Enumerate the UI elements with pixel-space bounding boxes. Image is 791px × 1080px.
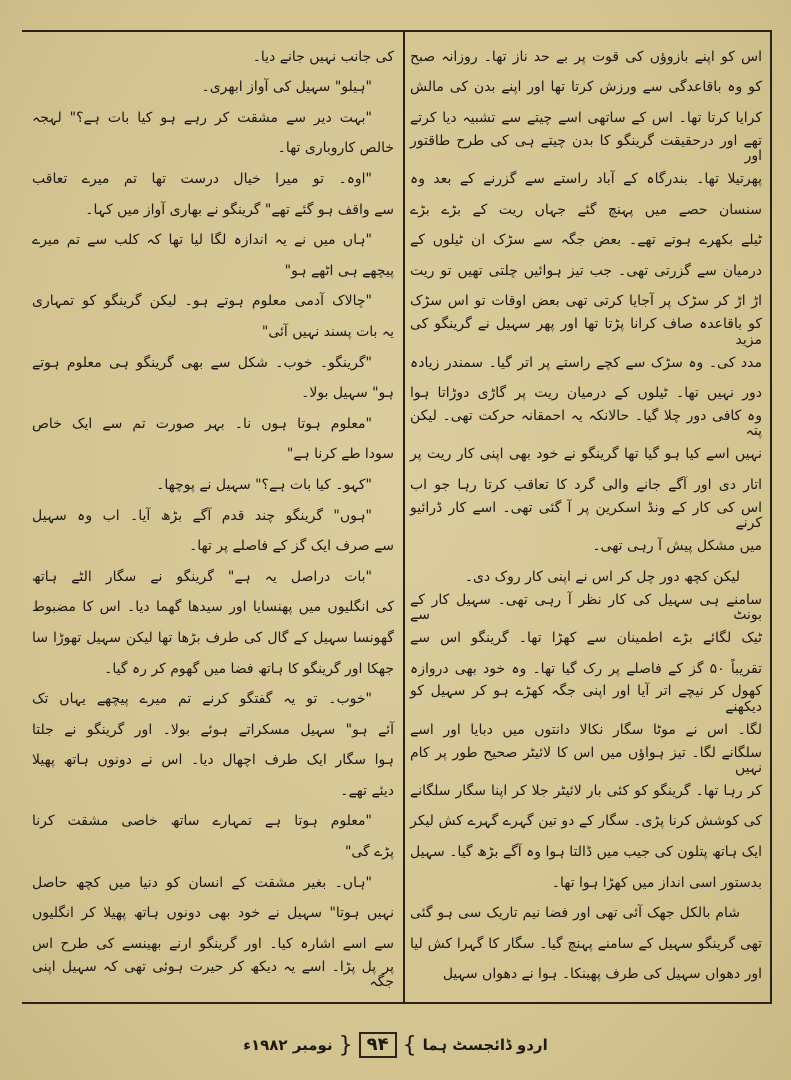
magazine-name: اردو ڈائجسٹ ہما — [422, 1036, 548, 1054]
text-line: دیئے تھے۔ — [340, 782, 394, 799]
left-text-column — [32, 42, 394, 990]
text-line: ٹیک لگائے بڑے اطمینان سے کھڑا تھا۔ گرینگو اس سے — [410, 629, 762, 646]
text-line: کی انگلیوں میں پھنسایا اور سیدھا گھما دیا۔ اس کا مضبوط — [32, 599, 394, 616]
text-line: پھرتیلا تھا۔ بندرگاہ کے آباد راستے سے گزرنے کے بعد وہ — [410, 171, 762, 188]
text-line: "بات دراصل یہ ہے" گرینگو نے سگار الٹے ہاتھ — [32, 568, 372, 585]
text-line: اڑ اڑ کر سڑک پر آجایا کرتی تھی بعض اوقات تو اس سڑک — [410, 293, 762, 310]
text-line: ہوا سگار ایک طرف اچھال دیا۔ اس نے دونوں ہاتھ پھیلا — [32, 752, 394, 769]
text-line: پر پل پڑا۔ اسے یہ دیکھ کر حیرت ہوئی تھی کہ سہیل اپنی جگہ — [32, 958, 394, 991]
text-line: سے واقف ہو گئے تھے" گرینگو نے بھاری آواز میں کہا۔ — [85, 201, 394, 218]
text-line: میں مشکل پیش آ رہی تھی۔ — [592, 538, 762, 555]
text-line: شام بالکل جھک آئی تھی اور فضا نیم تاریک سی ہو گئی — [410, 905, 740, 922]
text-line: خالص کاروباری تھا۔ — [277, 140, 394, 157]
text-line: "ہیلو" سہیل کی آواز ابھری۔ — [201, 79, 372, 96]
brace-open: } — [402, 1032, 417, 1058]
right-text-column — [410, 42, 762, 990]
text-line: اتار دی اور آگے جانے والی گرد کا تعاقب کرتا رہا جو اب — [410, 476, 762, 493]
text-line: تھی گرینگو سہیل کے سامنے پہنچ گیا۔ سگار کا گہرا کش لیا — [410, 935, 762, 952]
text-line: "چالاک آدمی معلوم ہوتے ہو۔ لیکن گرینگو کو تمہاری — [32, 293, 372, 310]
text-line: "اوہ۔ تو میرا خیال درست تھا تم میرے تعاقب — [32, 171, 372, 188]
brace-close: { — [338, 1032, 353, 1058]
text-line: ایک ہاتھ پتلون کی جیب میں ڈالتا ہوا وہ آگے بڑھ گیا۔ سہیل — [410, 844, 762, 861]
text-line: نہیں ہوتا" سہیل نے خود بھی دونوں ہاتھ پھیلا کر انگلیوں — [32, 905, 394, 922]
text-line: کر رہا تھا۔ گرینگو کو کئی بار لائیٹر جلا کر اپنا سگار سلگانے — [410, 782, 762, 799]
text-line: نہیں اسے کیا ہو گیا تھا گرینگو نے خود بھی اپنی کار ریت پر — [410, 446, 762, 463]
text-line: پیچھے ہی اٹھے ہو" — [284, 262, 394, 279]
text-line: سامنے ہی سہیل کی کار نظر آ رہی تھی۔ سہیل کار کے بونٹ سے — [410, 591, 762, 623]
text-line: کرایا کرتا تھا۔ اس کے ساتھی اسے چیتے سے تشبیہ دیا کرتے — [410, 109, 762, 126]
page-footer — [0, 1030, 791, 1060]
text-line: کی جانب نہیں جانے دیا۔ — [252, 48, 394, 65]
text-line: ٹیلے بکھرے ہوتے تھے۔ بعض جگہ سے سڑک ان ٹیلوں کے — [410, 232, 762, 249]
text-line: دور نہیں تھا۔ ٹیلوں کے درمیان ریت پر گاڑی دوڑاتا ہوا — [410, 385, 762, 402]
page-number: ۹۴ — [359, 1032, 397, 1058]
text-line: اس کی کار کے ونڈ اسکرین پر آ گئی تھی۔ اسے کار ڈرائیو کرنے — [410, 499, 762, 532]
text-line: سودا طے کرنا ہے" — [286, 446, 394, 463]
text-line: اس کو اپنے بازوؤں کی قوت پر بے حد ناز تھا۔ روزانہ صبح — [410, 48, 762, 65]
text-line: درمیان سے گزرتی تھی۔ جب تیز ہوائیں چلتی تھیں تو ریت — [410, 262, 762, 279]
text-line: لگا۔ اس نے موٹا سگار نکالا دانتوں میں دبایا اور اسے — [410, 721, 762, 738]
text-line: کھول کر نیچے اتر آیا اور اپنی جگہ کھڑے ہو کر سہیل کو دیکھنے — [410, 683, 762, 715]
text-line: "ہوں" گرینگو چند قدم آگے بڑھ آیا۔ اب وہ سہیل — [32, 507, 372, 524]
text-line: یہ بات پسند نہیں آئی" — [261, 323, 394, 340]
text-line: گھونسا سہیل کے گال کی طرف بڑھا تھا لیکن سہیل تھوڑا سا — [32, 629, 394, 646]
text-line: تقریباً ۵۰ گز کے فاصلے پر رک گیا تھا۔ وہ خود بھی دروازہ — [410, 660, 762, 677]
text-line: تھے اور درحقیقت گرینگو کا بدن چیتے ہی کی طرح طاقتور اور — [410, 132, 762, 165]
text-line: "معلوم ہوتا ہے تمہارے ساتھ خاصی مشقت کرنا — [32, 813, 372, 830]
text-line: "ہاں میں نے یہ اندازہ لگا لیا تھا کہ کلب سے تم میرے — [32, 232, 372, 249]
text-line: ہو" سہیل بولا۔ — [301, 385, 394, 402]
text-line: کو وہ باقاعدگی سے ورزش کرتا تھا اور اپنے بدن کی مالش — [410, 79, 762, 96]
column-divider — [403, 30, 405, 1002]
text-line: سلگانے لگا۔ تیز ہواؤں میں اس کا لائیٹر صحیح طور پر کام نہیں — [410, 744, 762, 776]
text-line: "کہو۔ کیا بات ہے؟" سہیل نے پوچھا۔ — [156, 476, 372, 493]
issue-date: نومبر ۱۹۸۲ء — [243, 1036, 333, 1054]
text-line: مدد کی۔ وہ سڑک سے کچے راستے پر اتر گیا۔ سمندر زیادہ — [410, 354, 762, 371]
text-line: جھکا اور گرینگو کا ہاتھ فضا میں گھوم کر رہ گیا۔ — [104, 660, 394, 677]
text-line: سنسان حصے میں پہنچ گئے جہاں ریت کے بڑے بڑے — [410, 201, 762, 218]
text-line: آئے ہو" سہیل مسکراتے ہوئے بولا۔ اور گرینگو نے جلتا — [32, 721, 394, 738]
text-line: "ہاں۔ بغیر مشقت کے انسان کو دنیا میں کچھ حاصل — [32, 874, 372, 891]
text-line: وہ کافی دور چلا گیا۔ حالانکہ یہ احمقانہ حرکت تھی۔ لیکن پتہ — [410, 408, 762, 440]
text-line: سے اسے اشارہ کیا۔ اور گرینگو ارنے بھینسے کی طرح اس — [32, 935, 394, 952]
text-line: بدستور اسی انداز میں کھڑا ہوا تھا۔ — [551, 874, 762, 891]
text-line: "گرینگو۔ خوب۔ شکل سے بھی گرینگو ہی معلوم ہوتے — [32, 354, 372, 371]
text-line: سے صرف ایک گز کے فاصلے پر تھا۔ — [189, 538, 394, 555]
text-line: "بہت دیر سے مشقت کر رہے ہو کیا بات ہے؟" لہجہ — [32, 109, 372, 126]
text-line: لیکن کچھ دور چل کر اس نے اپنی کار روک دی۔ — [464, 568, 740, 585]
text-line: "معلوم ہوتا ہوں نا۔ بہر صورت تم سے ایک خاص — [32, 415, 372, 432]
text-line: کی کوشش کرنا پڑی۔ سگار کے دو تین گہرے گہرے کش لیکر — [410, 813, 762, 830]
text-line: کو باقاعدہ صاف کرانا پڑتا تھا اور پھر سہیل نے گرینگو کی مزید — [410, 316, 762, 348]
text-line: اور دھواں سہیل کی طرف پھینکا۔ ہوا نے دھواں سہیل — [442, 966, 762, 983]
text-line: "خوب۔ تو یہ گفتگو کرنے تم میرے پیچھے یہاں تک — [32, 691, 372, 708]
text-line: پڑے گی" — [344, 844, 394, 861]
